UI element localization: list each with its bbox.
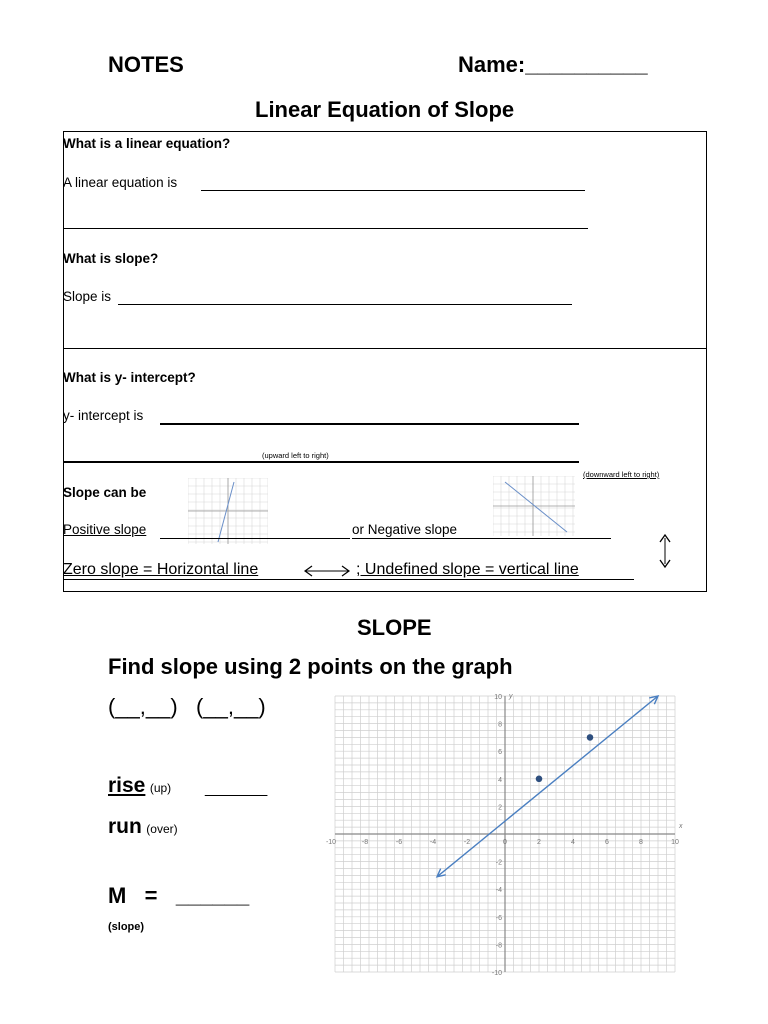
run-note: (over) — [146, 822, 178, 836]
slope-heading: SLOPE — [357, 615, 432, 640]
page-title: Linear Equation of Slope — [255, 97, 515, 122]
answer-line — [63, 228, 588, 229]
y-tick-label: 2 — [498, 804, 502, 812]
y-tick-label: 4 — [498, 776, 502, 784]
answer-linear-equation-label: A linear equation is — [63, 175, 178, 190]
question-slope: What is slope? — [63, 251, 159, 266]
slope-can-be-label: Slope can be — [63, 485, 147, 500]
coordinate-graph — [322, 688, 692, 982]
y-tick-label: 8 — [498, 721, 502, 729]
answer-line — [160, 423, 579, 425]
point-pairs: (__,__) (__,__) — [108, 694, 266, 719]
zero-slope-label: Zero slope = Horizontal line — [63, 561, 259, 578]
answer-y-intercept-label: y- intercept is — [63, 408, 144, 423]
x-tick-label: 6 — [605, 839, 609, 846]
positive-slope-thumbnail — [188, 478, 268, 544]
x-tick-label: 4 — [571, 839, 575, 846]
downward-note: (downward left to right) — [583, 470, 660, 479]
slope-note: (slope) — [108, 921, 145, 933]
x-tick-label: 8 — [639, 839, 643, 846]
x-tick-label: 10 — [671, 839, 679, 846]
find-slope-heading: Find slope using 2 points on the graph — [108, 654, 513, 679]
y-tick-label: -2 — [495, 859, 502, 867]
m-equals-line: M = ______ — [108, 883, 250, 908]
rise-label — [108, 774, 171, 798]
y-tick-label: -10 — [491, 970, 502, 977]
positive-slope-label: Positive slope — [63, 522, 147, 537]
y-tick-label: -8 — [495, 942, 502, 950]
x-axis-label: x — [679, 823, 683, 830]
y-axis-label: y — [509, 693, 513, 700]
negative-slope-label: or Negative slope — [352, 522, 458, 537]
answer-line — [160, 538, 350, 539]
answer-line — [118, 304, 572, 305]
x-tick-label: -8 — [361, 839, 369, 846]
name-field: Name:__________ — [458, 52, 648, 77]
question-y-intercept: What is y- intercept? — [63, 370, 196, 385]
graph-point — [587, 734, 594, 741]
rise-note: (up) — [149, 781, 172, 795]
x-tick-label: -4 — [429, 839, 437, 846]
notes-heading: NOTES — [108, 52, 184, 77]
graph-point — [536, 776, 543, 783]
x-tick-label: 2 — [537, 839, 541, 846]
y-tick-label: 6 — [498, 749, 502, 757]
y-tick-label: 10 — [494, 694, 502, 701]
upward-note: (upward left to right) — [262, 451, 329, 460]
answer-line — [201, 190, 585, 191]
vertical-arrow-icon — [658, 533, 672, 569]
x-tick-label: -6 — [395, 839, 403, 846]
x-tick-label: 0 — [503, 839, 507, 846]
question-linear-equation: What is a linear equation? — [63, 136, 231, 151]
section-divider — [63, 348, 706, 349]
horizontal-arrow-icon — [303, 564, 351, 578]
rise-blank: _______ — [205, 780, 268, 797]
run-label — [108, 815, 178, 839]
x-tick-label: -2 — [463, 839, 471, 846]
answer-slope-label: Slope is — [63, 289, 112, 304]
rise-word: rise — [108, 774, 146, 797]
answer-line — [63, 579, 634, 580]
answer-line — [352, 538, 611, 539]
y-tick-label: -4 — [495, 887, 502, 895]
negative-slope-thumbnail — [493, 476, 575, 536]
x-tick-label: -10 — [325, 839, 337, 846]
undefined-slope-label: ; Undefined slope = vertical line — [356, 561, 579, 578]
answer-line — [63, 461, 579, 463]
run-word: run — [108, 815, 142, 838]
y-tick-label: -6 — [495, 914, 502, 922]
